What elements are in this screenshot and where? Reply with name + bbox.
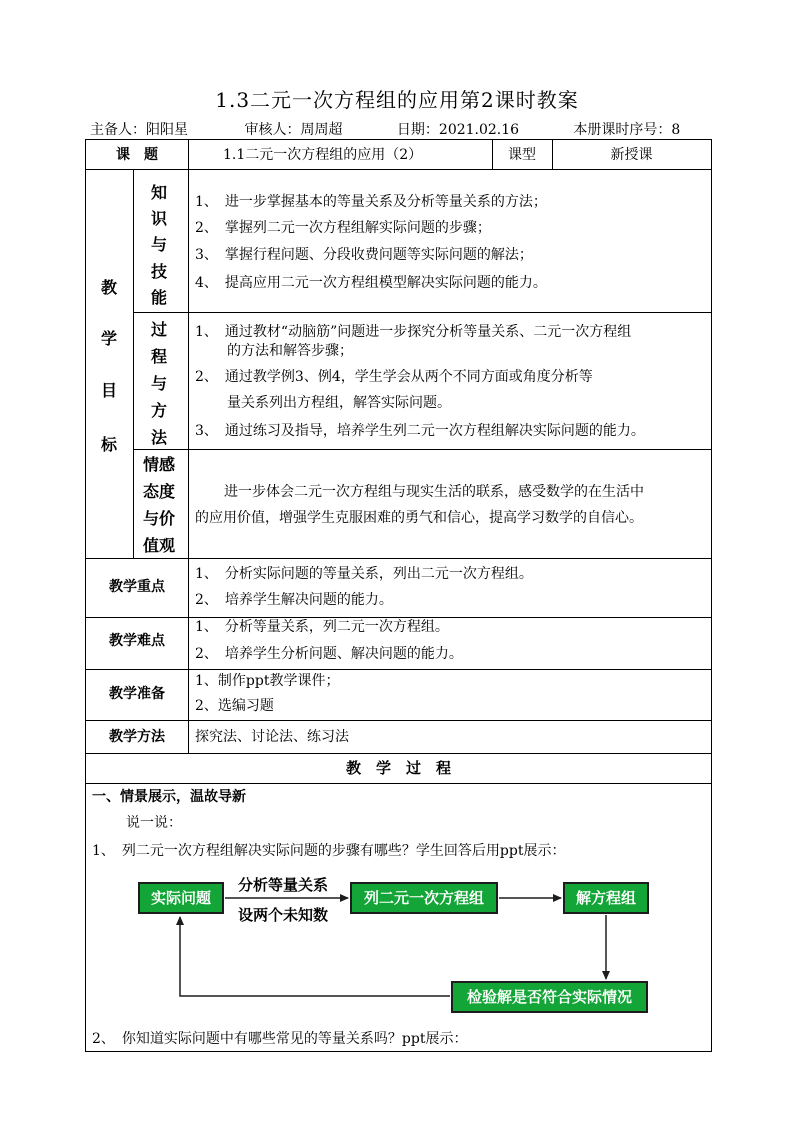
type-label: 课型 [508,147,536,163]
section-heading: 一、情景展示，温故导新 [92,789,246,805]
attitude-label-line: 值观 [142,536,175,555]
reviewer: 审核人：周周超 [244,122,343,138]
say-prompt: 说一说： [126,815,182,831]
flow-step-check: 检验解是否符合实际情况 [451,981,648,1013]
difficulties-label: 教学难点 [109,633,165,649]
objectives-label-char: 教 [100,278,117,297]
methods-label: 教学方法 [109,729,165,745]
preparation-item: 1、制作ppt教学课件； [195,673,340,689]
key-point-item: 2、 培养学生解决问题的能力。 [195,592,393,608]
key-points-label: 教学重点 [109,579,165,595]
attitude-line: 进一步体会二元一次方程组与现实生活的联系，感受数学的在生活中 [224,484,644,500]
process-line: 3、 通过练习及指导，培养学生列二元一次方程组解决实际问题的能力。 [195,423,645,439]
knowledge-item: 4、 提高应用二元一次方程组模型解决实际问题的能力。 [195,275,547,291]
knowledge-item: 3、 掌握行程问题、分段收费问题等实际问题的解法； [195,247,533,263]
type-value: 新授课 [610,147,653,163]
objectives-label-char: 学 [100,329,117,348]
process-header: 教 学 过 程 [345,759,451,777]
process-label-char: 程 [150,347,167,366]
process-label-char: 方 [150,401,167,420]
flow-step-solve: 解方程组 [563,882,649,914]
knowledge-label-char: 与 [150,235,167,254]
process-line: 2、 通过教学例3、例4，学生学会从两个不同方面或角度分析等 [195,369,593,385]
attitude-label-line: 情感 [142,455,175,474]
question-2: 2、 你知道实际问题中有哪些常见的等量关系吗？ppt展示： [92,1031,468,1047]
knowledge-item: 2、 掌握列二元一次方程组解实际问题的步骤； [195,220,491,236]
flow-arrow-loop [180,917,450,996]
flow-step-list-equations: 列二元一次方程组 [350,882,498,914]
knowledge-label-char: 识 [150,209,167,228]
flow-arrow-label-top: 分析等量关系 [238,876,329,894]
topic-label: 课 题 [116,147,158,163]
key-point-item: 1、 分析实际问题的等量关系，列出二元一次方程组。 [195,566,533,582]
flow-step-actual-problem: 实际问题 [138,882,224,914]
flow-arrow-label-bottom: 设两个未知数 [238,906,329,924]
lesson-table [85,139,712,1052]
process-label-char: 法 [150,428,167,447]
meta-line [90,119,680,139]
flow-arrows [86,140,711,1051]
methods-value: 探究法、讨论法、练习法 [195,729,349,745]
lesson-number: 本册课时序号：8 [573,122,681,138]
question-1: 1、 列二元一次方程组解决实际问题的步骤有哪些？学生回答后用ppt展示： [92,843,566,859]
process-line: 的方法和解答步骤； [227,343,353,359]
preparation-item: 2、选编习题 [195,698,274,714]
date: 日期：2021.02.16 [396,122,520,138]
attitude-line: 的应用价值，增强学生克服困难的勇气和信心，提高学习数学的自信心。 [195,510,643,526]
knowledge-label-char: 知 [150,183,167,202]
attitude-label-line: 态度 [142,482,175,501]
attitude-label-line: 与价 [142,509,175,528]
difficulty-item: 1、 分析等量关系，列二元一次方程组。 [195,619,449,635]
knowledge-label-char: 技 [150,262,167,281]
knowledge-label-char: 能 [150,288,167,307]
process-label-char: 与 [150,374,167,393]
objectives-label-char: 目 [100,381,117,400]
knowledge-item: 1、 进一步掌握基本的等量关系及分析等量关系的方法； [195,194,547,210]
objectives-label-char: 标 [100,435,117,454]
process-line: 1、 通过教材“动脑筋”问题进一步探究分析等量关系、二元一次方程组 [195,324,632,340]
topic-value: 1.1二元一次方程组的应用（2） [223,147,423,163]
process-label-char: 过 [150,320,167,339]
preparation-label: 教学准备 [109,686,165,702]
difficulty-item: 2、 培养学生分析问题、解决问题的能力。 [195,646,463,662]
preparer: 主备人：阳阳星 [90,122,188,138]
process-line: 量关系列出方程组，解答实际问题。 [227,395,451,411]
page-title: 1.3二元一次方程组的应用第2课时教案 [215,88,579,112]
